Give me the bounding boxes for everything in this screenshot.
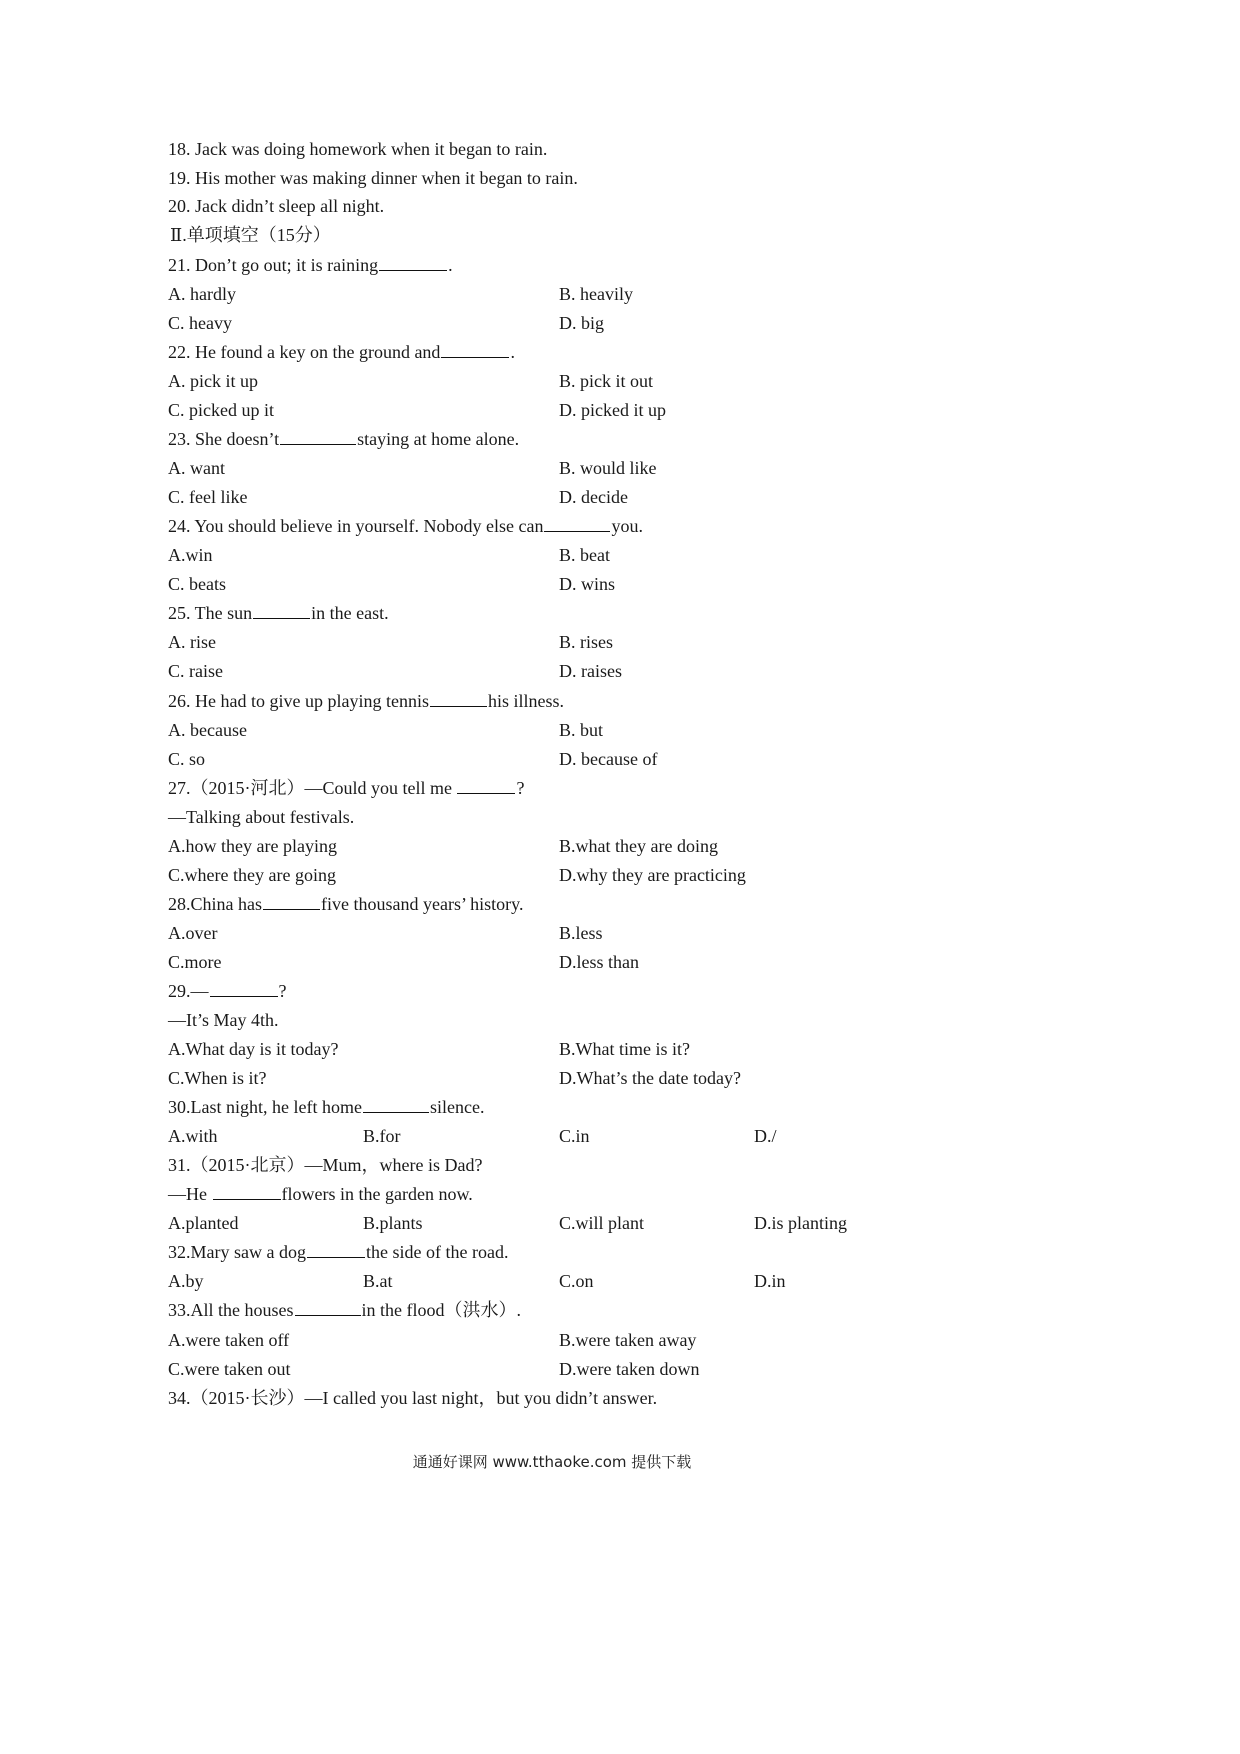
question-31-reply: [168, 1180, 473, 1209]
statement-20: 20. Jack didn’t sleep all night.: [168, 196, 385, 216]
question-stem-text: ?: [278, 981, 287, 1001]
option-b: B.at: [363, 1271, 393, 1291]
option-a: A. want: [168, 458, 225, 478]
question-stem-text: .: [448, 255, 453, 275]
option-c: C.will plant: [559, 1213, 644, 1233]
question-reply-text: flowers in the garden now.: [281, 1184, 473, 1204]
question-21-stem: [168, 251, 453, 280]
answer-blank: [280, 426, 356, 445]
question-stem-text: the side of the road.: [365, 1242, 509, 1262]
option-a: A.how they are playing: [168, 836, 337, 856]
question-stem-text: 26. He had to give up playing tennis: [168, 691, 429, 711]
option-c: C.more: [168, 952, 222, 972]
option-d: D.in: [754, 1271, 786, 1291]
question-stem-text: .: [510, 342, 515, 362]
question-27-reply: —Talking about festivals.: [168, 807, 355, 827]
option-c: C.where they are going: [168, 865, 336, 885]
option-b: B. heavily: [559, 284, 633, 304]
question-31-stem: 31.（2015·北京）—Mum，where is Dad?: [168, 1155, 483, 1175]
question-stem-text: you.: [611, 516, 643, 536]
question-28-stem: [168, 890, 523, 919]
option-a: A.What day is it today?: [168, 1039, 339, 1059]
question-25-stem: [168, 599, 389, 628]
section-title: Ⅱ.单项填空（15分）: [170, 225, 331, 245]
option-b: B. pick it out: [559, 371, 653, 391]
question-stem-text: 21. Don’t go out; it is raining: [168, 255, 379, 275]
option-b: B.what they are doing: [559, 836, 718, 856]
option-c: C.When is it?: [168, 1068, 267, 1088]
question-32-stem: [168, 1238, 508, 1267]
option-a: A. rise: [168, 632, 216, 652]
question-stem-text: five thousand years’ history.: [321, 894, 524, 914]
question-stem-text: 27.（2015·河北）—Could you tell me: [168, 778, 452, 798]
question-stem-text: 28.China has: [168, 894, 262, 914]
option-d: D.less than: [559, 952, 639, 972]
option-a: A.with: [168, 1126, 218, 1146]
option-c: C.on: [559, 1271, 594, 1291]
option-a: A. hardly: [168, 284, 236, 304]
option-b: B.plants: [363, 1213, 423, 1233]
question-stem-text: 29.—: [168, 981, 209, 1001]
option-c: C.in: [559, 1126, 590, 1146]
option-d: D. picked it up: [559, 400, 666, 420]
option-d: D.were taken down: [559, 1359, 700, 1379]
answer-blank: [210, 978, 278, 997]
question-stem-text: 30.Last night, he left home: [168, 1097, 362, 1117]
option-c: C. raise: [168, 661, 223, 681]
option-b: B.less: [559, 923, 603, 943]
question-30-stem: [168, 1093, 484, 1122]
question-stem-text: staying at home alone.: [357, 429, 520, 449]
option-a: A.by: [168, 1271, 204, 1291]
option-a: A.win: [168, 545, 213, 565]
answer-blank: [430, 688, 487, 707]
option-a: A. because: [168, 720, 247, 740]
question-27-stem: [168, 774, 524, 803]
answer-blank: [263, 891, 320, 910]
question-stem-text: 22. He found a key on the ground and: [168, 342, 441, 362]
option-c: C. heavy: [168, 313, 232, 333]
option-d: D./: [754, 1126, 777, 1146]
option-b: B.were taken away: [559, 1330, 697, 1350]
option-b: B. rises: [559, 632, 613, 652]
question-29-stem: [168, 977, 287, 1006]
answer-blank: [363, 1094, 429, 1113]
page-footer: 通通好课网 www.tthaoke.com 提供下载: [412, 1453, 692, 1471]
option-a: A.over: [168, 923, 218, 943]
answer-blank: [213, 1181, 281, 1200]
option-a: A.were taken off: [168, 1330, 290, 1350]
question-stem-text: silence.: [429, 1097, 485, 1117]
option-b: B.for: [363, 1126, 401, 1146]
option-d: D. decide: [559, 487, 628, 507]
option-d: D. raises: [559, 661, 622, 681]
statement-18: 18. Jack was doing homework when it began to rain.: [168, 139, 548, 159]
question-stem-text: in the flood（洪水）.: [361, 1300, 521, 1320]
answer-blank: [544, 513, 610, 532]
option-d: D. wins: [559, 574, 616, 594]
question-stem-text: ?: [516, 778, 525, 798]
answer-blank: [441, 339, 509, 358]
option-c: C. beats: [168, 574, 226, 594]
answer-blank: [253, 600, 310, 619]
option-c: C. so: [168, 749, 206, 769]
question-stem-text: 25. The sun: [168, 603, 253, 623]
question-26-stem: [168, 687, 564, 716]
question-reply-text: —He: [168, 1184, 207, 1204]
option-d: D.is planting: [754, 1213, 847, 1233]
question-stem-text: in the east.: [311, 603, 389, 623]
option-b: B. but: [559, 720, 604, 740]
statement-19: 19. His mother was making dinner when it began to rain.: [168, 168, 578, 188]
question-stem-text: 33.All the houses: [168, 1300, 294, 1320]
answer-blank: [379, 252, 447, 271]
answer-blank: [307, 1239, 365, 1258]
option-a: A.planted: [168, 1213, 239, 1233]
question-stem-text: 24. You should believe in yourself. Nobody else can: [168, 516, 544, 536]
option-d: D.What’s the date today?: [559, 1068, 741, 1088]
option-b: B. beat: [559, 545, 610, 565]
question-stem-text: his illness.: [487, 691, 564, 711]
answer-blank: [457, 775, 515, 794]
question-23-stem: [168, 425, 519, 454]
question-24-stem: [168, 512, 643, 541]
option-a: A. pick it up: [168, 371, 258, 391]
option-d: D. because of: [559, 749, 658, 769]
option-b: B. would like: [559, 458, 657, 478]
option-c: C. feel like: [168, 487, 248, 507]
question-stem-text: 32.Mary saw a dog: [168, 1242, 306, 1262]
question-22-stem: [168, 338, 515, 367]
question-29-reply: —It’s May 4th.: [168, 1010, 279, 1030]
question-stem-text: 23. She doesn’t: [168, 429, 280, 449]
question-33-stem: [168, 1296, 521, 1325]
option-c: C. picked up it: [168, 400, 274, 420]
option-b: B.What time is it?: [559, 1039, 690, 1059]
option-d: D.why they are practicing: [559, 865, 746, 885]
answer-blank: [295, 1297, 361, 1316]
option-c: C.were taken out: [168, 1359, 291, 1379]
option-d: D. big: [559, 313, 604, 333]
question-34-stem: 34.（2015·长沙）—I called you last night，but you didn’t answer.: [168, 1388, 658, 1408]
